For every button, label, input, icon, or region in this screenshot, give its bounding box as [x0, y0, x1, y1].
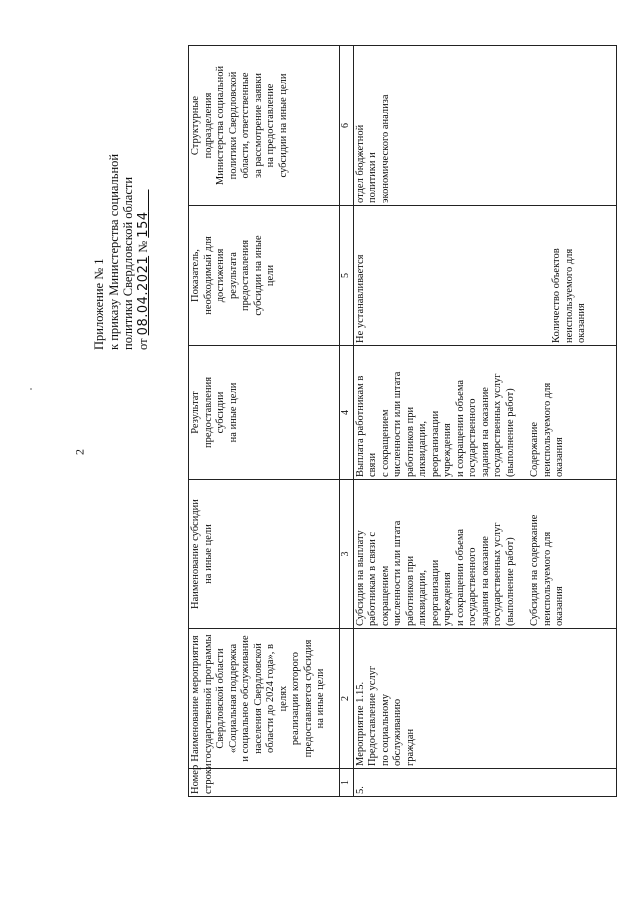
annex-date-number-line: [136, 40, 152, 350]
col-number-2: 2: [340, 629, 354, 769]
header-department: Структурные подразделения Министерства социальной политики Свердловской области, ответственные за рассмотрение заявки на предоставление субсидии на иные цели: [189, 46, 340, 206]
scan-speck: [30, 388, 32, 390]
result-text-2: Содержание неиспользуемого для оказания: [529, 382, 565, 477]
handwritten-date: 08.04.2021: [135, 255, 151, 336]
department-cell: отдел бюджетной политики и экономического анализа: [353, 46, 616, 206]
subsidy-cell: [353, 480, 616, 629]
col-number-1: 1: [340, 769, 354, 797]
header-measure: Наименование мероприятия государственной программы Свердловской области «Социальная поддержка и социальное обслуживание населения Свердловской области до 2024 года», в целях реализации которого предоставляется субсидия на иные цели: [189, 629, 340, 769]
annex-title: Приложение № 1: [92, 258, 106, 350]
measure-cell: Мероприятие 1.15. Предоставление услуг по социальному обслуживанию граждан: [353, 629, 616, 769]
subsidy-table: [188, 45, 617, 797]
rotated-page-content: [86, 35, 604, 852]
number-prefix: №: [135, 240, 150, 253]
header-row-number: Номер строки: [189, 769, 340, 797]
subsidy-text-2: Субсидия на содержание неиспользуемого для оказания: [529, 514, 565, 626]
col-number-3: 3: [340, 480, 354, 629]
handwritten-number: 154: [135, 211, 151, 238]
table-header-row: [189, 46, 340, 797]
indicator-text-1: Не устанавливается: [354, 254, 366, 343]
col-number-5: 5: [340, 206, 354, 346]
header-subsidy: Наименование субсидии на иные цели: [189, 480, 340, 629]
header-indicator: Показатель, необходимый для достижения результата предоставления субсидии на иные цели: [189, 206, 340, 346]
annex-order-line: к приказу Министерства социальной: [106, 153, 121, 350]
annex-ministry-line: политики Свердловской области: [121, 176, 135, 350]
indicator-cell: [353, 206, 616, 346]
result-text-1: Выплата работникам в связи с сокращением численности или штата работников при ликвидации, реорганизации учреждения и сокращении объема государственного задания на оказание государственных услуг (выполнение работ): [354, 371, 516, 477]
table-row: [353, 46, 616, 797]
landscape-content: [86, 35, 604, 852]
col-number-6: 6: [340, 46, 354, 206]
date-prefix: от: [135, 338, 150, 350]
subsidy-text-1: Субсидия на выплату работникам в связи с сокращением численности или штата работников при ликвидации, реорганизации учреждения и сокращении объема государственного задания на оказание государственных услуг (выполнение работ): [354, 520, 516, 626]
row-number-cell: 5.: [353, 769, 616, 797]
column-number-row: [340, 46, 354, 797]
annex-header: [92, 40, 151, 350]
indicator-text-2: Количество объектов неиспользуемого для оказания: [551, 248, 587, 343]
col-number-4: 4: [340, 346, 354, 480]
result-cell: [353, 346, 616, 480]
header-result: Результат предоставления субсидии на иные цели: [189, 346, 340, 480]
page-number: 2: [72, 449, 87, 455]
